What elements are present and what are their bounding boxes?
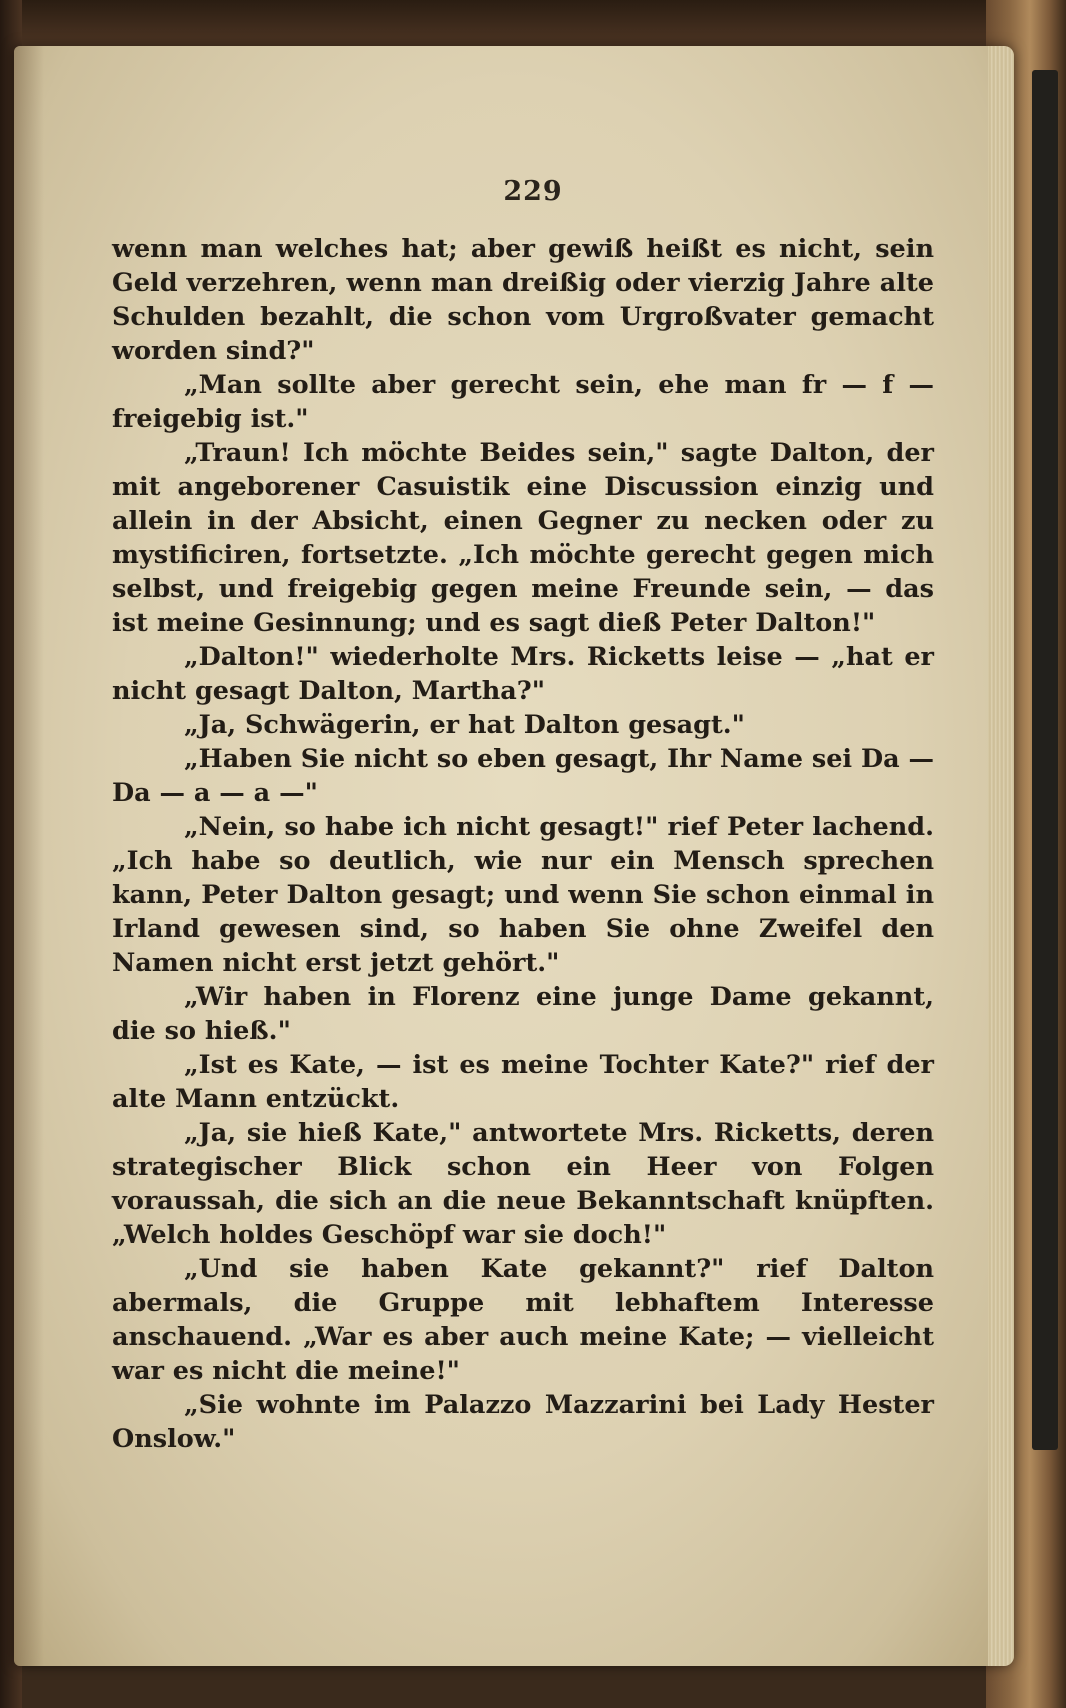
page-fore-edge [988,46,1014,1666]
page-number: 229 [503,176,563,207]
paragraph: „Dalton!" wiederholte Mrs. Ricketts leise — „hat er nicht gesagt Dalton, Martha?" [112,642,934,706]
paragraph: „Haben Sie nicht so eben gesagt, Ihr Name sei Da — Da — a — a —" [112,744,934,808]
body-text [112,232,934,1456]
cover-binding-strip [1032,70,1058,1450]
paragraph: „Man sollte aber gerecht sein, ehe man fr — f — freigebig ist." [112,370,934,434]
paragraph: „Ja, sie hieß Kate," antwortete Mrs. Ricketts, deren strategischer Blick schon ein Heer von Folgen voraussah, die sich an die neue Bekanntschaft knüpften. „Welch holdes Geschöpf war sie doch!" [112,1118,934,1250]
paragraph: „Ja, Schwägerin, er hat Dalton gesagt." [184,710,745,740]
paragraph: „Nein, so habe ich nicht gesagt!" rief Peter lachend. „Ich habe so deutlich, wie nur ein Mensch sprechen kann, Peter Dalton gesagt; und wenn Sie schon einmal in Irland gewesen sind, so haben Sie ohne Zweifel den Namen nicht erst jetzt gehört." [112,812,934,978]
page-gutter-shadow [14,46,44,1666]
paragraph: „Sie wohnte im Palazzo Mazzarini bei Lady Hester Onslow." [112,1390,934,1454]
paragraph: „Ist es Kate, — ist es meine Tochter Kate?" rief der alte Mann entzückt. [112,1050,934,1114]
paragraph: „Traun! Ich möchte Beides sein," sagte Dalton, der mit angeborener Casuistik eine Discussion einzig und allein in der Absicht, einen Gegner zu necken oder zu mystificiren, fortsetzte. „Ich möchte gerecht gegen mich selbst, und freigebig gegen meine Freunde sein, — das ist meine Gesinnung; und es sagt dieß Peter Dalton!" [112,438,934,638]
paragraph: „Und sie haben Kate gekannt?" rief Dalton abermals, die Gruppe mit lebhaftem Interesse anschauend. „War es aber auch meine Kate; — vielleicht war es nicht die meine!" [112,1254,934,1386]
paragraph: wenn man welches hat; aber gewiß heißt es nicht, sein Geld verzehren, wenn man dreißig oder vierzig Jahre alte Schulden bezahlt, die schon vom Urgroßvater gemacht worden sind?" [112,234,934,366]
paragraph: „Wir haben in Florenz eine junge Dame gekannt, die so hieß." [112,982,934,1046]
